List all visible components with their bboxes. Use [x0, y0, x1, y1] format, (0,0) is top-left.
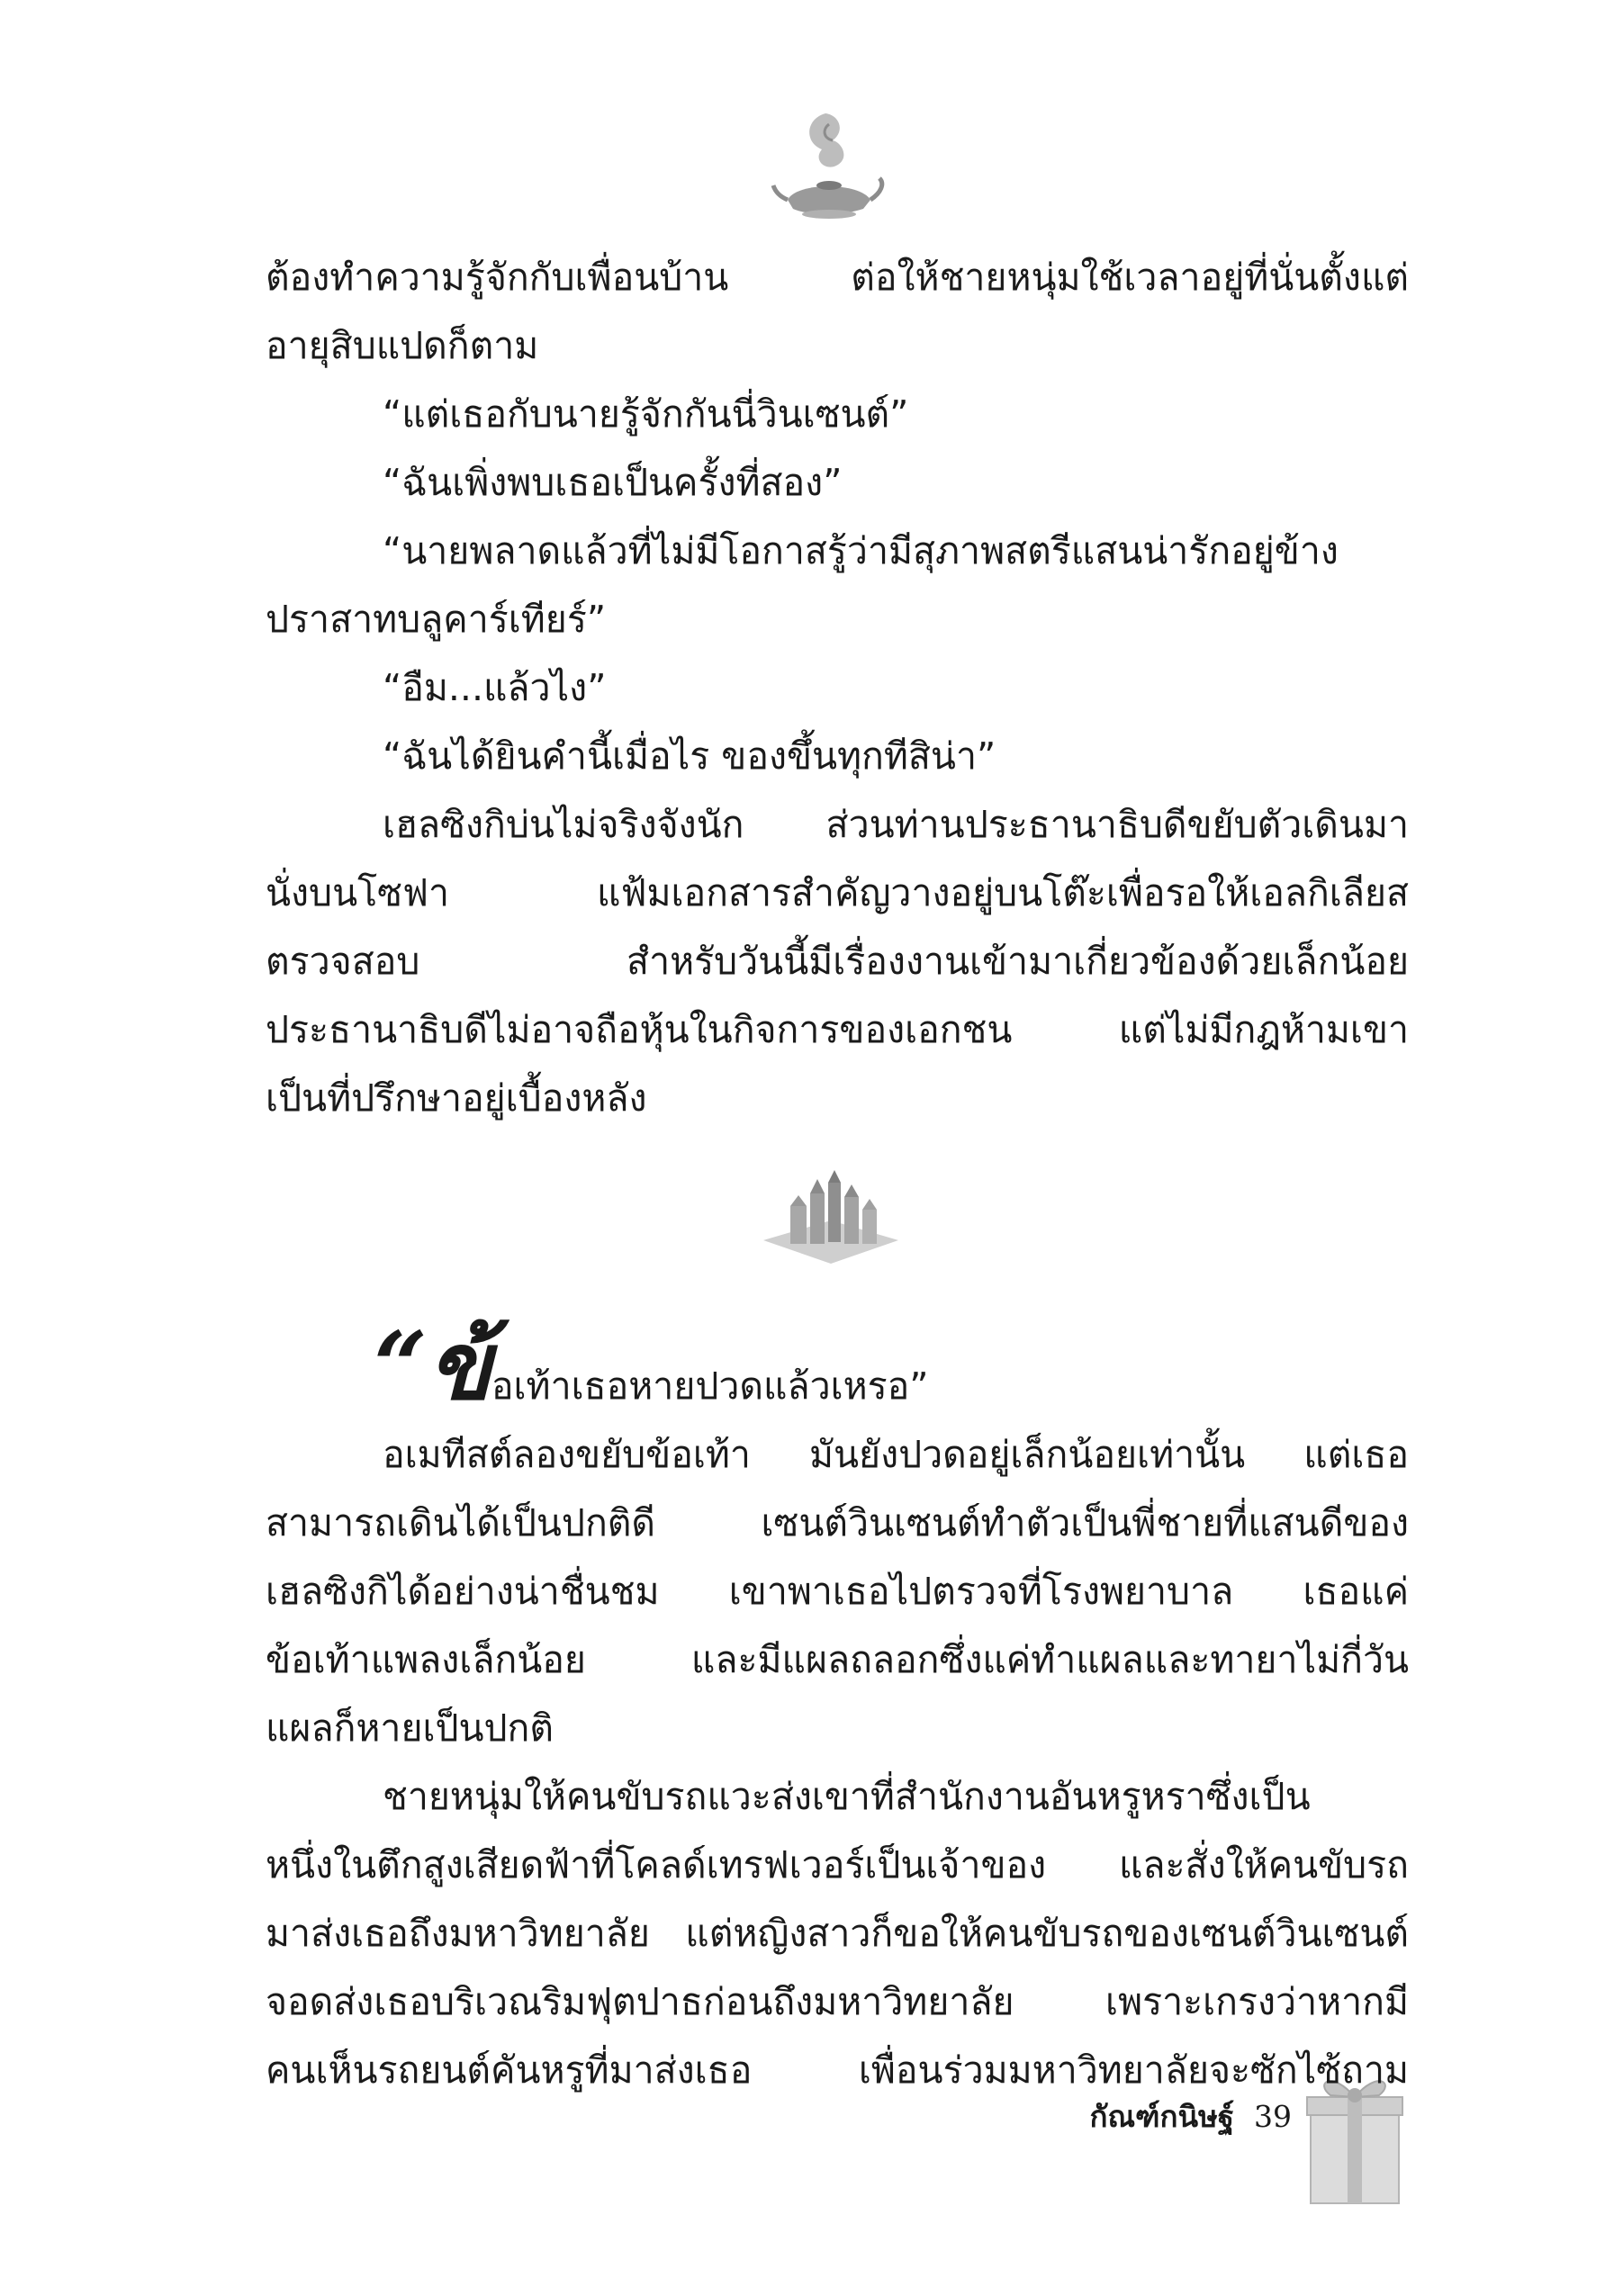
text-line: ตรวจสอบ สำหรับวันนี้มีเรื่องงานเข้ามาเกี่ยวข้องด้วยเล็กน้อย — [266, 940, 1409, 983]
drop-cap-line-rest: อเท้าเธอหายปวดแล้วเหรอ” — [491, 1364, 929, 1408]
book-title: กัณฑ์กนิษฐ์ — [1089, 2099, 1234, 2134]
text-line: สามารถเดินได้เป็นปกติดี เซนต์วินเซนต์ทำตัวเป็นพี่ชายที่แสนดีของ — [266, 1501, 1409, 1544]
drop-cap-line — [266, 1310, 1409, 1421]
text-line: มาส่งเธอถึงมหาวิทยาลัย แต่หญิงสาวก็ขอให้คนขับรถของเซนต์วินเซนต์ — [266, 1912, 1409, 1955]
page-footer — [1062, 2093, 1292, 2140]
text-line: ประธานาธิบดีไม่อาจถือหุ้นในกิจการของเอกชน แต่ไม่มีกฎห้ามเขา — [266, 1008, 1409, 1051]
text-line: ชายหนุ่มให้คนขับรถแวะส่งเขาที่สำนักงานอันหรูหราซึ่งเป็น — [383, 1775, 1311, 1818]
drop-cap: “ข้ — [374, 1310, 491, 1421]
text-line: “ฉันได้ยินคำนี้เมื่อไร ของขึ้นทุกทีสิน่า” — [383, 734, 996, 778]
text-line: จอดส่งเธอบริเวณริมฟุตปาธก่อนถึงมหาวิทยาลัย เพราะเกรงว่าหากมี — [266, 1980, 1409, 2023]
magic-lamp-icon — [770, 106, 887, 228]
text-line: ต้องทำความรู้จักกับเพื่อนบ้าน ต่อให้ชายหนุ่มใช้เวลาอยู่ที่นั่นตั้งแต่ — [266, 256, 1409, 299]
text-line: ข้อเท้าแพลงเล็กน้อย และมีแผลถลอกซึ่งแค่ทำแผลและทายาไม่กี่วัน — [266, 1638, 1409, 1681]
text-line: หนึ่งในตึกสูงเสียดฟ้าที่โคลด์เทรฟเวอร์เป็นเจ้าของ และสั่งให้คนขับรถ — [266, 1843, 1409, 1886]
castle-icon — [754, 1170, 907, 1265]
text-line: อายุสิบแปดก็ตาม — [266, 324, 539, 367]
text-line: “แต่เธอกับนายรู้จักกันนี่วินเซนต์” — [383, 392, 909, 436]
text-line: เป็นที่ปรึกษาอยู่เบื้องหลัง — [266, 1076, 647, 1120]
text-line: เฮลซิงกิได้อย่างน่าชื่นชม เขาพาเธอไปตรวจที่โรงพยาบาล เธอแค่ — [266, 1570, 1409, 1613]
text-line: “นายพลาดแล้วที่ไม่มีโอกาสรู้ว่ามีสุภาพสตรีแสนน่ารักอยู่ข้าง — [383, 529, 1339, 572]
page-number: 39 — [1254, 2099, 1292, 2134]
text-line: แผลก็หายเป็นปกติ — [266, 1706, 555, 1750]
paragraph-block-1 — [266, 243, 1409, 1132]
text-line: อเมทีสต์ลองขยับข้อเท้า มันยังปวดอยู่เล็กน้อยเท่านั้น แต่เธอ — [383, 1433, 1409, 1476]
paragraph-block-2 — [266, 1310, 1409, 2104]
text-line: คนเห็นรถยนต์คันหรูที่มาส่งเธอ เพื่อนร่วมมหาวิทยาลัยจะซักไซ้ถาม — [266, 2048, 1409, 2092]
text-line: นั่งบนโซฟา แฟ้มเอกสารสำคัญวางอยู่บนโต๊ะเพื่อรอให้เอลกิเลียส — [266, 871, 1409, 914]
text-line: เฮลซิงกิบ่นไม่จริงจังนัก ส่วนท่านประธานาธิบดีขยับตัวเดินมา — [383, 803, 1409, 846]
text-line: ปราสาทบลูคาร์เทียร์” — [266, 598, 607, 641]
text-line: “อืม...แล้วไง” — [383, 666, 607, 709]
text-line: “ฉันเพิ่งพบเธอเป็นครั้งที่สอง” — [383, 461, 843, 504]
